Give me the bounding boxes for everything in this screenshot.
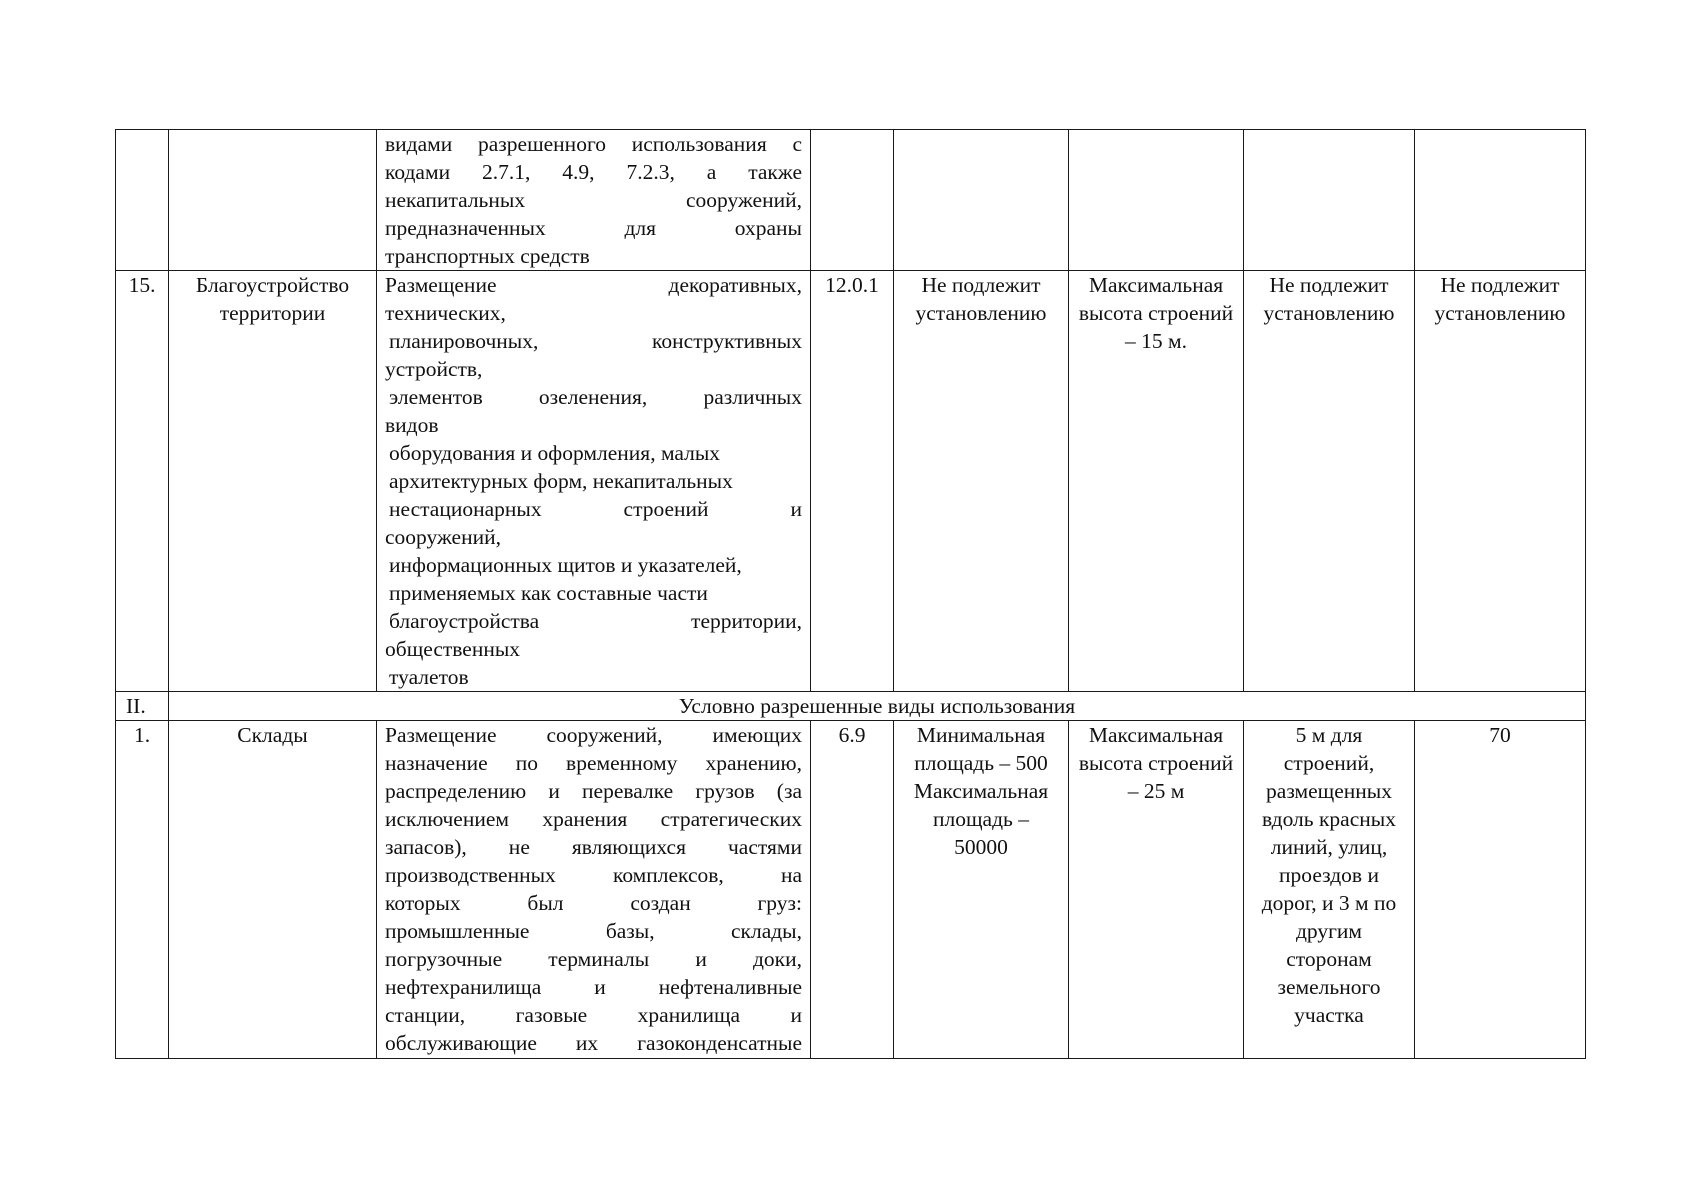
description-line: нестационарных строений и bbox=[389, 497, 802, 521]
setback-line: проездов и bbox=[1279, 863, 1379, 887]
description-line: благоустройства территории, bbox=[389, 609, 802, 633]
description-line: туалетов bbox=[389, 665, 469, 689]
table-row bbox=[116, 721, 1586, 1059]
cell-description bbox=[377, 271, 811, 692]
regulations-table bbox=[115, 129, 1586, 1059]
setback-line: вдоль красных bbox=[1262, 807, 1396, 831]
cell-height bbox=[1069, 130, 1244, 271]
cell-num bbox=[116, 130, 169, 271]
description-line: архитектурных форм, некапитальных bbox=[389, 469, 733, 493]
cell-code bbox=[811, 271, 894, 692]
coverage-line: установлению bbox=[1434, 301, 1566, 325]
use-code: 6.9 bbox=[838, 723, 866, 747]
description-line: устройств, bbox=[385, 357, 483, 381]
height-line: Максимальная bbox=[1088, 723, 1224, 747]
cell-height bbox=[1069, 271, 1244, 692]
setback-line: сторонам bbox=[1286, 947, 1372, 971]
cell-setback bbox=[1244, 721, 1415, 1059]
area-line: 50000 bbox=[954, 835, 1008, 859]
table-row bbox=[116, 271, 1586, 692]
cell-setback bbox=[1244, 130, 1415, 271]
description-line: погрузочные терминалы и доки, bbox=[385, 947, 802, 971]
setback-line: дорог, и 3 м по bbox=[1261, 891, 1397, 915]
cell-coverage bbox=[1415, 130, 1586, 271]
setback-line: участка bbox=[1294, 1003, 1364, 1027]
description-line: сооружений, bbox=[385, 525, 501, 549]
description-line: назначение по временному хранению, bbox=[385, 751, 802, 775]
cell-description bbox=[377, 130, 811, 271]
description-line: исключением хранения стратегических bbox=[385, 807, 802, 831]
description-line: запасов), не являющихся частями bbox=[385, 835, 802, 859]
cell-section-title bbox=[169, 692, 1586, 721]
cell-area bbox=[894, 271, 1069, 692]
height-line: высота строений bbox=[1078, 301, 1234, 325]
description-line: элементов озеленения, различных bbox=[389, 385, 802, 409]
setback-line: линий, улиц, bbox=[1270, 835, 1388, 859]
area-line: Не подлежит bbox=[921, 273, 1041, 297]
area-line: площадь – bbox=[933, 807, 1029, 831]
section-title: Условно разрешенные виды использования bbox=[678, 694, 1076, 718]
description-line: технических, bbox=[385, 301, 506, 325]
cell-num bbox=[116, 721, 169, 1059]
description-line: информационных щитов и указателей, bbox=[389, 553, 742, 577]
area-line: Минимальная bbox=[916, 723, 1046, 747]
description-line: производственных комплексов, на bbox=[385, 863, 802, 887]
area-line: Максимальная bbox=[913, 779, 1049, 803]
description-line: кодами 2.7.1, 4.9, 7.2.3, а также bbox=[385, 160, 802, 184]
setback-line: Не подлежит bbox=[1269, 273, 1389, 297]
cell-description bbox=[377, 721, 811, 1059]
cell-num bbox=[116, 692, 169, 721]
setback-line: размещенных bbox=[1266, 779, 1392, 803]
cell-height bbox=[1069, 721, 1244, 1059]
setback-line: установлению bbox=[1263, 301, 1395, 325]
area-line: установлению bbox=[915, 301, 1047, 325]
cell-setback bbox=[1244, 271, 1415, 692]
cell-name bbox=[169, 721, 377, 1059]
cell-code bbox=[811, 721, 894, 1059]
coverage-value: 70 bbox=[1489, 723, 1511, 747]
description-line: оборудования и оформления, малых bbox=[389, 441, 721, 465]
description-line: промышленные базы, склады, bbox=[385, 919, 802, 943]
table-row bbox=[116, 130, 1586, 271]
description-line: распределению и перевалке грузов (за bbox=[385, 779, 802, 803]
description-line: обслуживающие их газоконденсатные bbox=[385, 1031, 802, 1055]
setback-line: другим bbox=[1295, 919, 1363, 943]
cell-num bbox=[116, 271, 169, 692]
description-line: транспортных средств bbox=[385, 244, 590, 268]
description-line: Размещение сооружений, имеющих bbox=[385, 723, 802, 747]
description-line: Размещение декоративных, bbox=[385, 273, 802, 297]
description-line: применяемых как составные части bbox=[389, 581, 708, 605]
section-header-row bbox=[116, 692, 1586, 721]
description-line: видами разрешенного использования с bbox=[385, 132, 802, 156]
cell-area bbox=[894, 721, 1069, 1059]
setback-line: строений, bbox=[1283, 751, 1375, 775]
section-number: II. bbox=[126, 694, 146, 718]
description-line: общественных bbox=[385, 637, 521, 661]
row-number: 15. bbox=[128, 273, 156, 297]
height-line: высота строений bbox=[1078, 751, 1234, 775]
name-line: Благоустройство bbox=[195, 273, 350, 297]
cell-coverage bbox=[1415, 721, 1586, 1059]
height-line: Максимальная bbox=[1088, 273, 1224, 297]
coverage-line: Не подлежит bbox=[1440, 273, 1560, 297]
description-line: которых был создан груз: bbox=[385, 891, 802, 915]
cell-name bbox=[169, 130, 377, 271]
row-number: 1. bbox=[133, 723, 151, 747]
setback-line: земельного bbox=[1277, 975, 1381, 999]
cell-area bbox=[894, 130, 1069, 271]
description-line: видов bbox=[385, 413, 439, 437]
cell-name bbox=[169, 271, 377, 692]
description-line: предназначенных для охраны bbox=[385, 216, 802, 240]
cell-coverage bbox=[1415, 271, 1586, 692]
description-line: станции, газовые хранилища и bbox=[385, 1003, 802, 1027]
cell-code bbox=[811, 130, 894, 271]
name-line: территории bbox=[219, 301, 326, 325]
description-line: нефтехранилища и нефтеналивные bbox=[385, 975, 802, 999]
height-line: – 25 м bbox=[1127, 779, 1185, 803]
description-line: планировочных, конструктивных bbox=[389, 329, 802, 353]
use-code: 12.0.1 bbox=[825, 273, 879, 297]
area-line: площадь – 500 bbox=[914, 751, 1048, 775]
name-line: Склады bbox=[237, 723, 308, 747]
description-line: некапитальных сооружений, bbox=[385, 188, 802, 212]
setback-line: 5 м для bbox=[1295, 723, 1363, 747]
height-line: – 15 м. bbox=[1125, 329, 1187, 353]
